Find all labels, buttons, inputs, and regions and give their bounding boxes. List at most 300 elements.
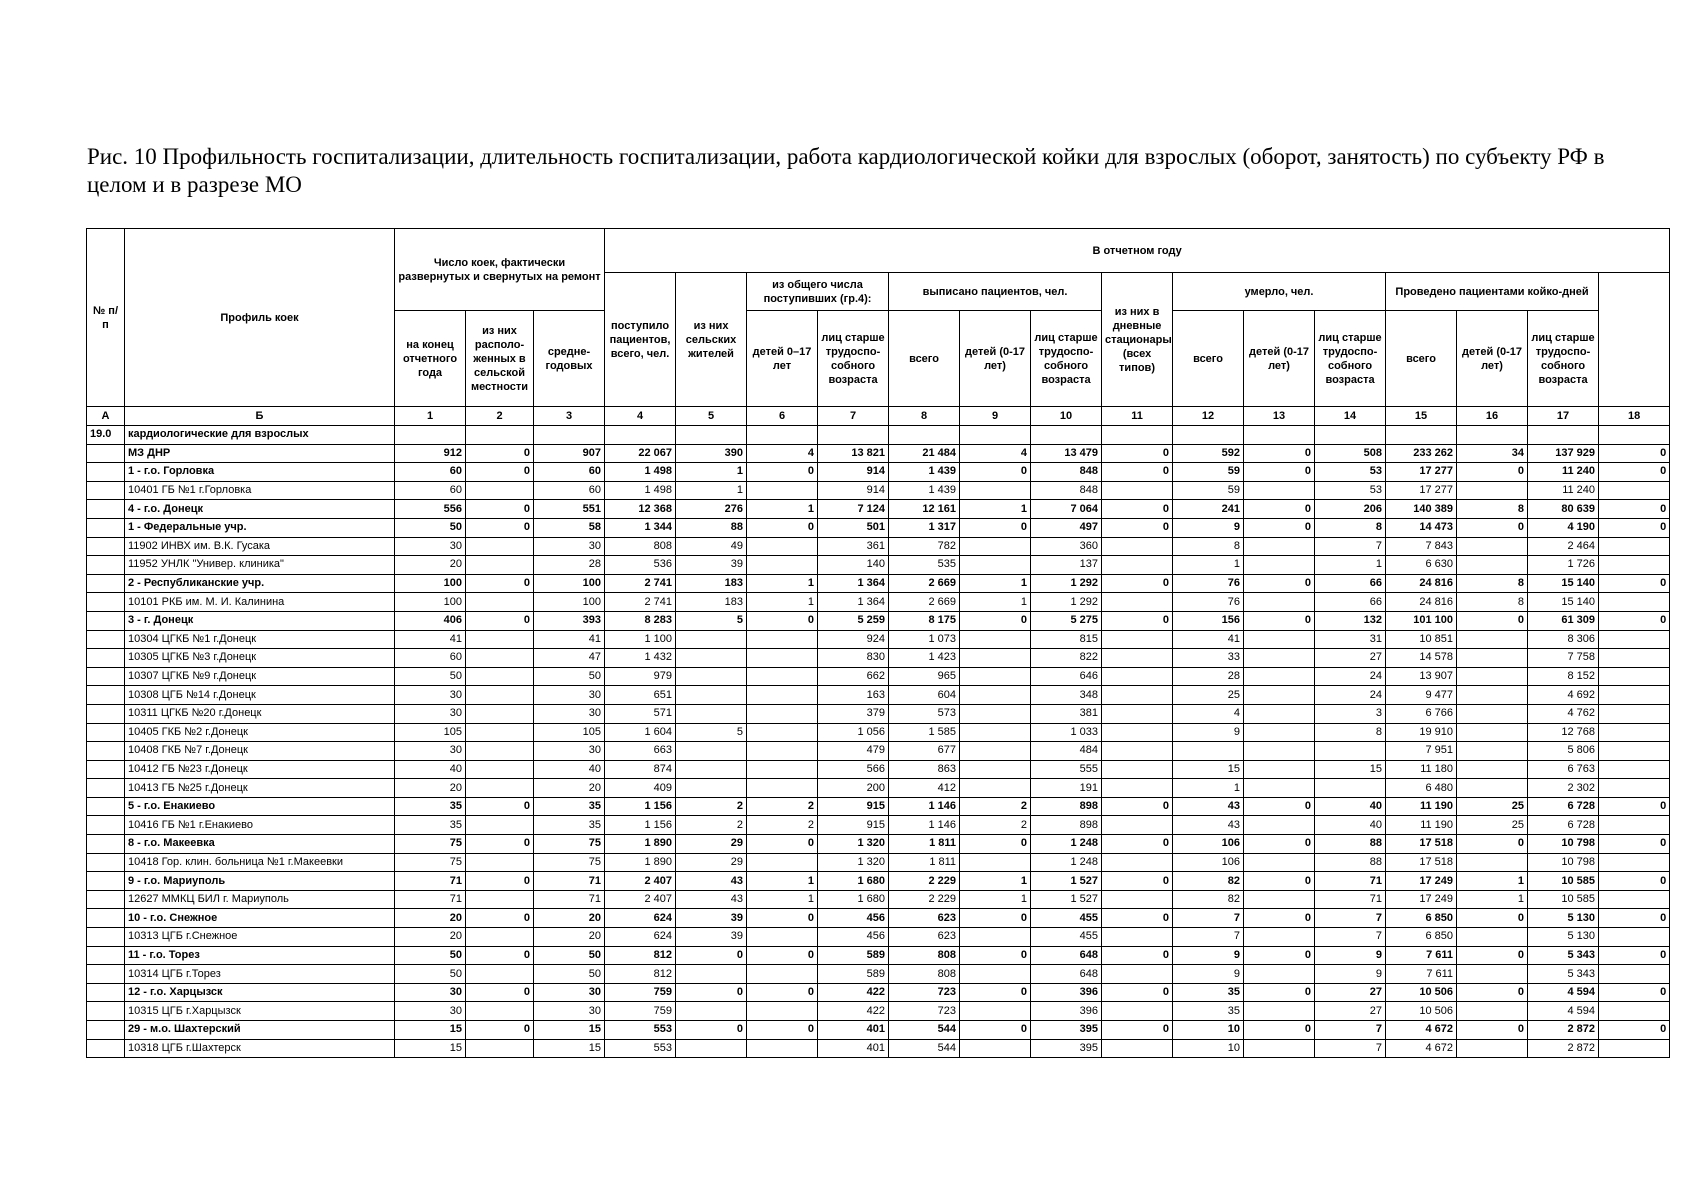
value-cell bbox=[747, 686, 818, 705]
value-cell: 2 302 bbox=[1528, 779, 1599, 798]
value-cell: 156 bbox=[1173, 611, 1244, 630]
value-cell: 8 283 bbox=[605, 611, 676, 630]
value-cell bbox=[1244, 779, 1315, 798]
value-cell: 497 bbox=[1031, 518, 1102, 537]
value-cell: 29 bbox=[676, 853, 747, 872]
value-cell: 0 bbox=[1244, 518, 1315, 537]
value-cell bbox=[1315, 742, 1386, 761]
row-number-cell bbox=[87, 630, 125, 649]
value-cell: 0 bbox=[1244, 946, 1315, 965]
value-cell: 0 bbox=[1457, 835, 1528, 854]
value-cell: 1 bbox=[747, 593, 818, 612]
value-cell: 17 249 bbox=[1386, 872, 1457, 891]
value-cell: 7 bbox=[1315, 909, 1386, 928]
value-cell bbox=[1457, 649, 1528, 668]
value-cell: 0 bbox=[1599, 983, 1670, 1002]
table-row bbox=[87, 946, 1670, 965]
value-cell: 0 bbox=[1599, 444, 1670, 463]
column-number: 8 bbox=[889, 407, 960, 426]
value-cell: 422 bbox=[818, 1002, 889, 1021]
value-cell: 2 229 bbox=[889, 872, 960, 891]
value-cell bbox=[676, 1039, 747, 1058]
value-cell: 8 bbox=[1457, 593, 1528, 612]
value-cell: 914 bbox=[818, 463, 889, 482]
value-cell: 14 473 bbox=[1386, 518, 1457, 537]
value-cell: 15 bbox=[395, 1039, 466, 1058]
profile-cell: 29 - м.о. Шахтерский bbox=[125, 1021, 395, 1040]
value-cell: 379 bbox=[818, 704, 889, 723]
value-cell bbox=[1457, 481, 1528, 500]
value-cell: 1 033 bbox=[1031, 723, 1102, 742]
table-row bbox=[87, 556, 1670, 575]
value-cell: 183 bbox=[676, 574, 747, 593]
row-number-cell bbox=[87, 965, 125, 984]
value-cell: 1 146 bbox=[889, 797, 960, 816]
value-cell: 27 bbox=[1315, 983, 1386, 1002]
value-cell: 8 152 bbox=[1528, 667, 1599, 686]
value-cell: 0 bbox=[466, 983, 534, 1002]
value-cell: 8 306 bbox=[1528, 630, 1599, 649]
value-cell: 106 bbox=[1173, 853, 1244, 872]
value-cell: 7 124 bbox=[818, 500, 889, 519]
value-cell bbox=[889, 426, 960, 445]
column-number: 6 bbox=[747, 407, 818, 426]
value-cell bbox=[960, 760, 1031, 779]
column-number: 15 bbox=[1386, 407, 1457, 426]
value-cell: 137 929 bbox=[1528, 444, 1599, 463]
table-row bbox=[87, 890, 1670, 909]
value-cell: 50 bbox=[395, 965, 466, 984]
value-cell: 11 240 bbox=[1528, 463, 1599, 482]
value-cell: 2 872 bbox=[1528, 1021, 1599, 1040]
value-cell: 100 bbox=[534, 574, 605, 593]
value-cell: 651 bbox=[605, 686, 676, 705]
value-cell: 1 726 bbox=[1528, 556, 1599, 575]
table-row bbox=[87, 481, 1670, 500]
row-number-cell bbox=[87, 686, 125, 705]
value-cell bbox=[1102, 630, 1173, 649]
table-row bbox=[87, 723, 1670, 742]
value-cell: 6 630 bbox=[1386, 556, 1457, 575]
value-cell: 60 bbox=[534, 481, 605, 500]
value-cell: 0 bbox=[1599, 463, 1670, 482]
profile-cell: 1 - Федеральные учр. bbox=[125, 518, 395, 537]
value-cell: 76 bbox=[1173, 593, 1244, 612]
header-beds-rural: из них располо-женных в сельской местности bbox=[466, 311, 534, 407]
value-cell: 4 672 bbox=[1386, 1021, 1457, 1040]
header-died-group: умерло, чел. bbox=[1173, 273, 1386, 311]
value-cell: 17 518 bbox=[1386, 835, 1457, 854]
value-cell: 15 bbox=[1315, 760, 1386, 779]
value-cell bbox=[747, 779, 818, 798]
value-cell: 7 bbox=[1173, 928, 1244, 947]
value-cell: 0 bbox=[1102, 518, 1173, 537]
value-cell: 4 190 bbox=[1528, 518, 1599, 537]
value-cell: 7 064 bbox=[1031, 500, 1102, 519]
value-cell: 183 bbox=[676, 593, 747, 612]
value-cell: 848 bbox=[1031, 463, 1102, 482]
value-cell: 0 bbox=[1102, 500, 1173, 519]
value-cell bbox=[747, 742, 818, 761]
value-cell: 624 bbox=[605, 909, 676, 928]
column-number: 4 bbox=[605, 407, 676, 426]
value-cell: 24 bbox=[1315, 686, 1386, 705]
value-cell bbox=[1244, 649, 1315, 668]
value-cell: 7 bbox=[1315, 928, 1386, 947]
value-cell: 0 bbox=[466, 500, 534, 519]
value-cell: 1 bbox=[1315, 556, 1386, 575]
row-number-cell bbox=[87, 983, 125, 1002]
value-cell: 1 bbox=[1457, 872, 1528, 891]
profile-cell: 2 - Республиканские учр. bbox=[125, 574, 395, 593]
value-cell: 8 bbox=[1315, 518, 1386, 537]
profile-cell: 12 - г.о. Харцызск bbox=[125, 983, 395, 1002]
value-cell: 1 248 bbox=[1031, 853, 1102, 872]
value-cell: 76 bbox=[1173, 574, 1244, 593]
profile-cell: 11 - г.о. Торез bbox=[125, 946, 395, 965]
value-cell bbox=[676, 686, 747, 705]
value-cell bbox=[1102, 965, 1173, 984]
row-number-cell bbox=[87, 779, 125, 798]
value-cell: 2 669 bbox=[889, 574, 960, 593]
value-cell: 66 bbox=[1315, 574, 1386, 593]
table-row bbox=[87, 537, 1670, 556]
row-number-cell bbox=[87, 742, 125, 761]
value-cell: 0 bbox=[1599, 946, 1670, 965]
value-cell: 479 bbox=[818, 742, 889, 761]
column-number: 16 bbox=[1457, 407, 1528, 426]
value-cell: 589 bbox=[818, 946, 889, 965]
value-cell: 1 073 bbox=[889, 630, 960, 649]
value-cell: 43 bbox=[676, 872, 747, 891]
value-cell bbox=[960, 686, 1031, 705]
value-cell: 1 680 bbox=[818, 872, 889, 891]
profile-cell: 8 - г.о. Макеевка bbox=[125, 835, 395, 854]
value-cell: 40 bbox=[395, 760, 466, 779]
table-row bbox=[87, 518, 1670, 537]
value-cell: 11 190 bbox=[1386, 816, 1457, 835]
value-cell: 40 bbox=[1315, 797, 1386, 816]
column-number: А bbox=[87, 407, 125, 426]
table-header bbox=[87, 229, 1670, 426]
value-cell: 17 249 bbox=[1386, 890, 1457, 909]
header-total-8: всего bbox=[889, 311, 960, 407]
value-cell bbox=[747, 426, 818, 445]
value-cell: 35 bbox=[1173, 1002, 1244, 1021]
value-cell: 88 bbox=[1315, 835, 1386, 854]
value-cell bbox=[1599, 537, 1670, 556]
value-cell: 0 bbox=[1457, 946, 1528, 965]
value-cell: 10 506 bbox=[1386, 983, 1457, 1002]
value-cell: 0 bbox=[1457, 518, 1528, 537]
value-cell: 58 bbox=[534, 518, 605, 537]
value-cell bbox=[747, 723, 818, 742]
row-number-cell bbox=[87, 556, 125, 575]
value-cell: 4 594 bbox=[1528, 1002, 1599, 1021]
value-cell: 241 bbox=[1173, 500, 1244, 519]
value-cell: 8 bbox=[1173, 537, 1244, 556]
value-cell bbox=[466, 928, 534, 947]
value-cell bbox=[1244, 1002, 1315, 1021]
value-cell bbox=[1244, 723, 1315, 742]
value-cell: 0 bbox=[676, 946, 747, 965]
value-cell bbox=[1599, 928, 1670, 947]
value-cell: 723 bbox=[889, 1002, 960, 1021]
value-cell: 0 bbox=[1457, 909, 1528, 928]
value-cell: 0 bbox=[1244, 463, 1315, 482]
value-cell: 25 bbox=[1173, 686, 1244, 705]
value-cell bbox=[676, 779, 747, 798]
table-row bbox=[87, 463, 1670, 482]
value-cell bbox=[466, 537, 534, 556]
value-cell bbox=[676, 667, 747, 686]
row-number-cell bbox=[87, 667, 125, 686]
value-cell: 808 bbox=[889, 946, 960, 965]
value-cell: 40 bbox=[1315, 816, 1386, 835]
value-cell bbox=[1102, 1002, 1173, 1021]
value-cell: 10 798 bbox=[1528, 835, 1599, 854]
profile-cell: 10315 ЦГБ г.Харцызск bbox=[125, 1002, 395, 1021]
value-cell: 30 bbox=[395, 686, 466, 705]
value-cell: 556 bbox=[395, 500, 466, 519]
value-cell bbox=[1457, 853, 1528, 872]
value-cell bbox=[534, 426, 605, 445]
value-cell: 100 bbox=[395, 574, 466, 593]
value-cell: 830 bbox=[818, 649, 889, 668]
value-cell: 53 bbox=[1315, 481, 1386, 500]
value-cell: 0 bbox=[1244, 574, 1315, 593]
value-cell: 10 798 bbox=[1528, 853, 1599, 872]
value-cell: 401 bbox=[818, 1039, 889, 1058]
value-cell: 31 bbox=[1315, 630, 1386, 649]
value-cell: 71 bbox=[395, 872, 466, 891]
value-cell: 0 bbox=[1599, 872, 1670, 891]
value-cell bbox=[1599, 890, 1670, 909]
value-cell: 88 bbox=[1315, 853, 1386, 872]
value-cell: 0 bbox=[1457, 983, 1528, 1002]
value-cell bbox=[466, 481, 534, 500]
value-cell: 4 bbox=[747, 444, 818, 463]
value-cell: 808 bbox=[605, 537, 676, 556]
value-cell bbox=[1457, 779, 1528, 798]
value-cell: 5 130 bbox=[1528, 909, 1599, 928]
value-cell bbox=[960, 426, 1031, 445]
value-cell: 0 bbox=[466, 946, 534, 965]
value-cell: 912 bbox=[395, 444, 466, 463]
column-number: 1 bbox=[395, 407, 466, 426]
value-cell: 9 477 bbox=[1386, 686, 1457, 705]
value-cell bbox=[1244, 890, 1315, 909]
value-cell: 10 bbox=[1173, 1039, 1244, 1058]
value-cell bbox=[1457, 426, 1528, 445]
table-row bbox=[87, 667, 1670, 686]
value-cell: 1 bbox=[747, 872, 818, 891]
value-cell bbox=[466, 890, 534, 909]
value-cell bbox=[960, 853, 1031, 872]
value-cell bbox=[1457, 704, 1528, 723]
value-cell: 1 364 bbox=[818, 574, 889, 593]
value-cell bbox=[1457, 667, 1528, 686]
value-cell: 28 bbox=[1173, 667, 1244, 686]
value-cell bbox=[1102, 779, 1173, 798]
value-cell: 0 bbox=[676, 1021, 747, 1040]
value-cell: 1 bbox=[747, 500, 818, 519]
value-cell: 759 bbox=[605, 983, 676, 1002]
value-cell: 0 bbox=[466, 909, 534, 928]
value-cell: 1 432 bbox=[605, 649, 676, 668]
table-row bbox=[87, 704, 1670, 723]
value-cell bbox=[1173, 426, 1244, 445]
value-cell: 1 344 bbox=[605, 518, 676, 537]
value-cell: 822 bbox=[1031, 649, 1102, 668]
value-cell bbox=[1599, 630, 1670, 649]
value-cell: 422 bbox=[818, 983, 889, 1002]
value-cell: 200 bbox=[818, 779, 889, 798]
value-cell: 101 100 bbox=[1386, 611, 1457, 630]
value-cell bbox=[747, 853, 818, 872]
value-cell: 455 bbox=[1031, 928, 1102, 947]
value-cell: 1 146 bbox=[889, 816, 960, 835]
value-cell bbox=[1528, 426, 1599, 445]
value-cell: 191 bbox=[1031, 779, 1102, 798]
value-cell: 1 bbox=[747, 574, 818, 593]
value-cell: 759 bbox=[605, 1002, 676, 1021]
value-cell: 60 bbox=[395, 463, 466, 482]
row-number-cell bbox=[87, 890, 125, 909]
value-cell bbox=[747, 1039, 818, 1058]
column-number: 2 bbox=[466, 407, 534, 426]
row-number-cell bbox=[87, 928, 125, 947]
value-cell: 0 bbox=[466, 1021, 534, 1040]
row-number-cell bbox=[87, 500, 125, 519]
value-cell: 390 bbox=[676, 444, 747, 463]
value-cell: 39 bbox=[676, 556, 747, 575]
value-cell bbox=[1599, 723, 1670, 742]
value-cell: 75 bbox=[534, 835, 605, 854]
value-cell: 4 bbox=[960, 444, 1031, 463]
value-cell: 49 bbox=[676, 537, 747, 556]
value-cell bbox=[1244, 704, 1315, 723]
value-cell bbox=[960, 928, 1031, 947]
value-cell: 75 bbox=[534, 853, 605, 872]
profile-cell: 10412 ГБ №23 г.Донецк bbox=[125, 760, 395, 779]
value-cell bbox=[466, 686, 534, 705]
section-row bbox=[87, 426, 1670, 445]
value-cell: 0 bbox=[1102, 872, 1173, 891]
value-cell: 623 bbox=[889, 928, 960, 947]
value-cell bbox=[1599, 481, 1670, 500]
value-cell: 29 bbox=[676, 835, 747, 854]
table-row bbox=[87, 1021, 1670, 1040]
value-cell bbox=[466, 426, 534, 445]
column-number: 7 bbox=[818, 407, 889, 426]
value-cell bbox=[1315, 426, 1386, 445]
value-cell bbox=[1102, 481, 1173, 500]
value-cell: 898 bbox=[1031, 816, 1102, 835]
value-cell: 501 bbox=[818, 518, 889, 537]
table-row bbox=[87, 909, 1670, 928]
value-cell: 815 bbox=[1031, 630, 1102, 649]
value-cell: 5 130 bbox=[1528, 928, 1599, 947]
value-cell: 39 bbox=[676, 909, 747, 928]
value-cell bbox=[1457, 1039, 1528, 1058]
value-cell: 0 bbox=[1102, 611, 1173, 630]
table-row bbox=[87, 574, 1670, 593]
value-cell: 0 bbox=[960, 518, 1031, 537]
value-cell: 1 bbox=[960, 593, 1031, 612]
table-row bbox=[87, 1002, 1670, 1021]
value-cell bbox=[747, 630, 818, 649]
value-cell: 105 bbox=[534, 723, 605, 742]
row-number-cell bbox=[87, 1039, 125, 1058]
profile-cell: 10308 ЦГБ №14 г.Донецк bbox=[125, 686, 395, 705]
value-cell: 1 248 bbox=[1031, 835, 1102, 854]
row-number-cell bbox=[87, 649, 125, 668]
value-cell: 59 bbox=[1173, 481, 1244, 500]
value-cell: 6 850 bbox=[1386, 909, 1457, 928]
value-cell: 979 bbox=[605, 667, 676, 686]
value-cell: 33 bbox=[1173, 649, 1244, 668]
value-cell bbox=[960, 556, 1031, 575]
value-cell bbox=[466, 593, 534, 612]
value-cell bbox=[1102, 760, 1173, 779]
table-row bbox=[87, 983, 1670, 1002]
value-cell: 30 bbox=[534, 983, 605, 1002]
value-cell: 0 bbox=[466, 797, 534, 816]
value-cell: 0 bbox=[1102, 463, 1173, 482]
value-cell: 75 bbox=[395, 835, 466, 854]
profile-cell: 3 - г. Донецк bbox=[125, 611, 395, 630]
value-cell bbox=[1599, 816, 1670, 835]
value-cell: 1 811 bbox=[889, 853, 960, 872]
value-cell: 12 161 bbox=[889, 500, 960, 519]
value-cell: 1 292 bbox=[1031, 574, 1102, 593]
row-number-cell bbox=[87, 760, 125, 779]
value-cell: 39 bbox=[676, 928, 747, 947]
value-cell: 105 bbox=[395, 723, 466, 742]
value-cell: 0 bbox=[747, 946, 818, 965]
value-cell: 915 bbox=[818, 797, 889, 816]
value-cell: 360 bbox=[1031, 537, 1102, 556]
value-cell: 35 bbox=[534, 816, 605, 835]
value-cell bbox=[676, 704, 747, 723]
value-cell: 914 bbox=[818, 481, 889, 500]
value-cell: 0 bbox=[1599, 518, 1670, 537]
value-cell bbox=[1102, 649, 1173, 668]
value-cell bbox=[1244, 816, 1315, 835]
value-cell: 0 bbox=[1599, 909, 1670, 928]
value-cell: 589 bbox=[818, 965, 889, 984]
value-cell bbox=[747, 481, 818, 500]
value-cell bbox=[1102, 890, 1173, 909]
table-row bbox=[87, 797, 1670, 816]
header-children-0-17: детей 0–17 лет bbox=[747, 311, 818, 407]
value-cell bbox=[676, 630, 747, 649]
row-number-cell: 19.0 bbox=[87, 426, 125, 445]
value-cell bbox=[1457, 965, 1528, 984]
value-cell bbox=[466, 723, 534, 742]
row-number-cell bbox=[87, 444, 125, 463]
value-cell: 7 951 bbox=[1386, 742, 1457, 761]
value-cell: 1 bbox=[1173, 779, 1244, 798]
value-cell: 393 bbox=[534, 611, 605, 630]
header-profile: Профиль коек bbox=[125, 229, 395, 407]
value-cell: 0 bbox=[1244, 797, 1315, 816]
value-cell: 0 bbox=[1599, 611, 1670, 630]
value-cell: 6 766 bbox=[1386, 704, 1457, 723]
value-cell bbox=[466, 1039, 534, 1058]
value-cell: 1 bbox=[960, 890, 1031, 909]
